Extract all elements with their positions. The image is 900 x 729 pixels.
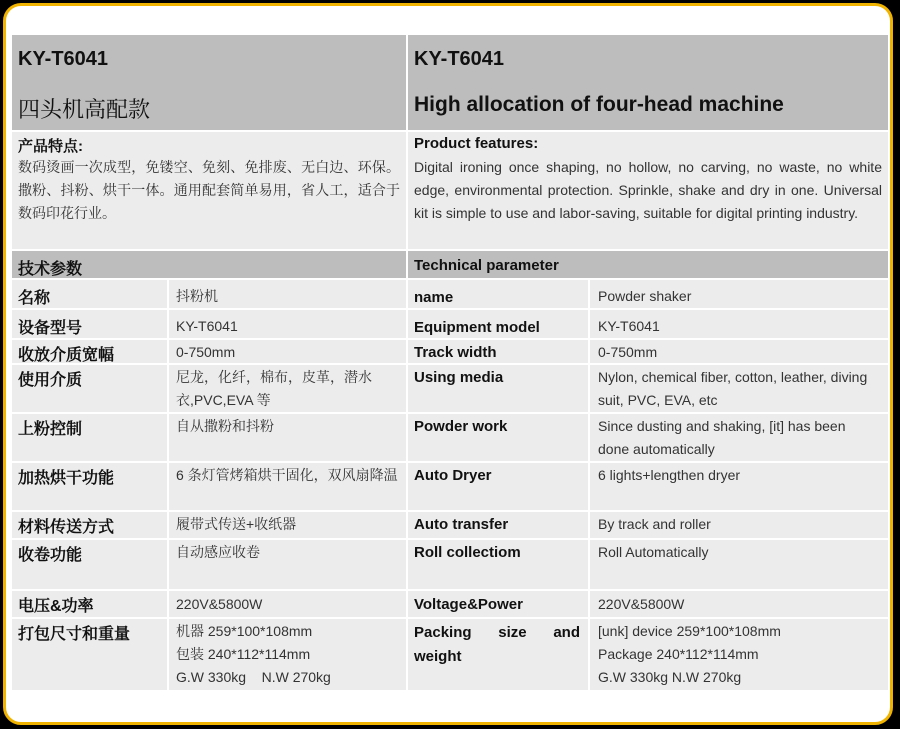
features-title-cn: 产品特点: [18,138,83,155]
param-key: Equipment model [414,319,540,336]
param-key: Voltage&Power [414,596,523,613]
features-text-cn: 数码烫画一次成型，免镂空、免刻、免排废、无白边、环保。撒粉、抖粉、烘干一体。通用配套简单易用，省人工，适合于数码印花行业。 [18,159,400,221]
param-value: 0-750mm [176,344,236,360]
param-value [176,620,331,689]
param-value: 220V&5800W [598,596,685,612]
param-key: Auto transfer [414,516,509,533]
value-line: 包装 240*112*114mm [176,646,311,662]
table-row [408,365,888,412]
param-value: 220V&5800W [176,596,263,612]
product-code: KY-T6041 [414,48,505,70]
param-value: 6 lights+lengthen dryer [598,467,741,483]
param-value: 0-750mm [598,344,658,360]
param-value: KY-T6041 [598,318,660,334]
param-key: Using media [414,369,504,386]
section-title-cn: 技术参数 [18,261,83,278]
param-value: Roll Automatically [598,544,709,560]
table-row [12,310,406,338]
param-key: 收放介质宽幅 [18,347,115,364]
section-title-en: Technical parameter [414,257,559,274]
table-row [408,540,888,589]
page-title-en: High allocation of four-head machine [414,93,784,116]
features-text-en: Digital ironing once shaping, no hollow, no carving, no waste, no white edge, environmental protection. Sprinkle, shake and dry in one. Universal kit is simple to use and labor-saving, suitable for digital printing industry. [414,159,882,221]
param-key: 材料传送方式 [18,519,115,536]
header-cell [408,35,888,130]
param-key: name [414,289,454,306]
table-row [408,512,888,538]
param-value: 自动感应收卷 [176,544,260,560]
param-value [598,620,781,689]
param-key: 上粉控制 [18,421,83,438]
param-key: Powder work [414,418,508,435]
value-line: Package 240*112*114mm [598,646,759,662]
param-value: Nylon, chemical fiber, cotton, leather, diving suit, PVC, EVA, etc [598,369,868,408]
section-header [12,251,406,278]
features-cell [408,132,888,249]
param-value: 6 条灯管烤箱烘干固化，双风扇降温 [176,467,398,483]
param-key: 打包尺寸和重量 [18,626,131,643]
param-key: Roll collectiom [414,544,521,561]
table-row [408,340,888,363]
spec-sheet [12,35,888,690]
section-header [408,251,888,278]
param-value: 自从撒粉和抖粉 [176,418,274,434]
value-line: 机器 259*100*108mm [176,623,313,639]
table-row [12,414,406,461]
param-key: Packing size and weight [414,624,580,665]
param-key: 设备型号 [18,320,83,337]
table-row [408,310,888,338]
param-key: 使用介质 [18,372,83,389]
table-row [12,540,406,589]
table-row [408,619,888,690]
value-line: G.W 330kg N.W 270kg [598,669,742,685]
features-title-en: Product features: [414,135,539,152]
header-cell [12,35,406,130]
param-key: 加热烘干功能 [18,470,115,487]
param-value: KY-T6041 [176,318,238,334]
table-row [12,280,406,308]
param-value: Since dusting and shaking, [it] has been done automatically [598,418,846,457]
param-value: 尼龙，化纤，棉布，皮革，潜水衣,PVC,EVA 等 [176,369,372,408]
table-row [12,619,406,690]
table-row [12,340,406,363]
page-title-cn: 四头机高配款 [18,97,151,122]
param-key: Auto Dryer [414,467,492,484]
table-row [408,463,888,510]
table-row [408,591,888,617]
table-row [12,591,406,617]
param-key: 名称 [18,290,51,307]
param-key: 电压&功率 [18,598,94,615]
param-key: Track width [414,344,497,361]
product-code: KY-T6041 [18,48,109,70]
value-line: G.W 330kg N.W 270kg [176,669,331,685]
param-value: Powder shaker [598,288,692,304]
table-row [12,463,406,510]
table-row [408,280,888,308]
param-value: 履带式传送+收纸器 [176,516,297,532]
table-row [12,512,406,538]
param-key: 收卷功能 [18,547,83,564]
value-line: [unk] device 259*100*108mm [598,623,781,639]
param-value: 抖粉机 [176,288,218,304]
param-value: By track and roller [598,516,711,532]
table-row [408,414,888,461]
features-cell [12,132,406,249]
table-row [12,365,406,412]
